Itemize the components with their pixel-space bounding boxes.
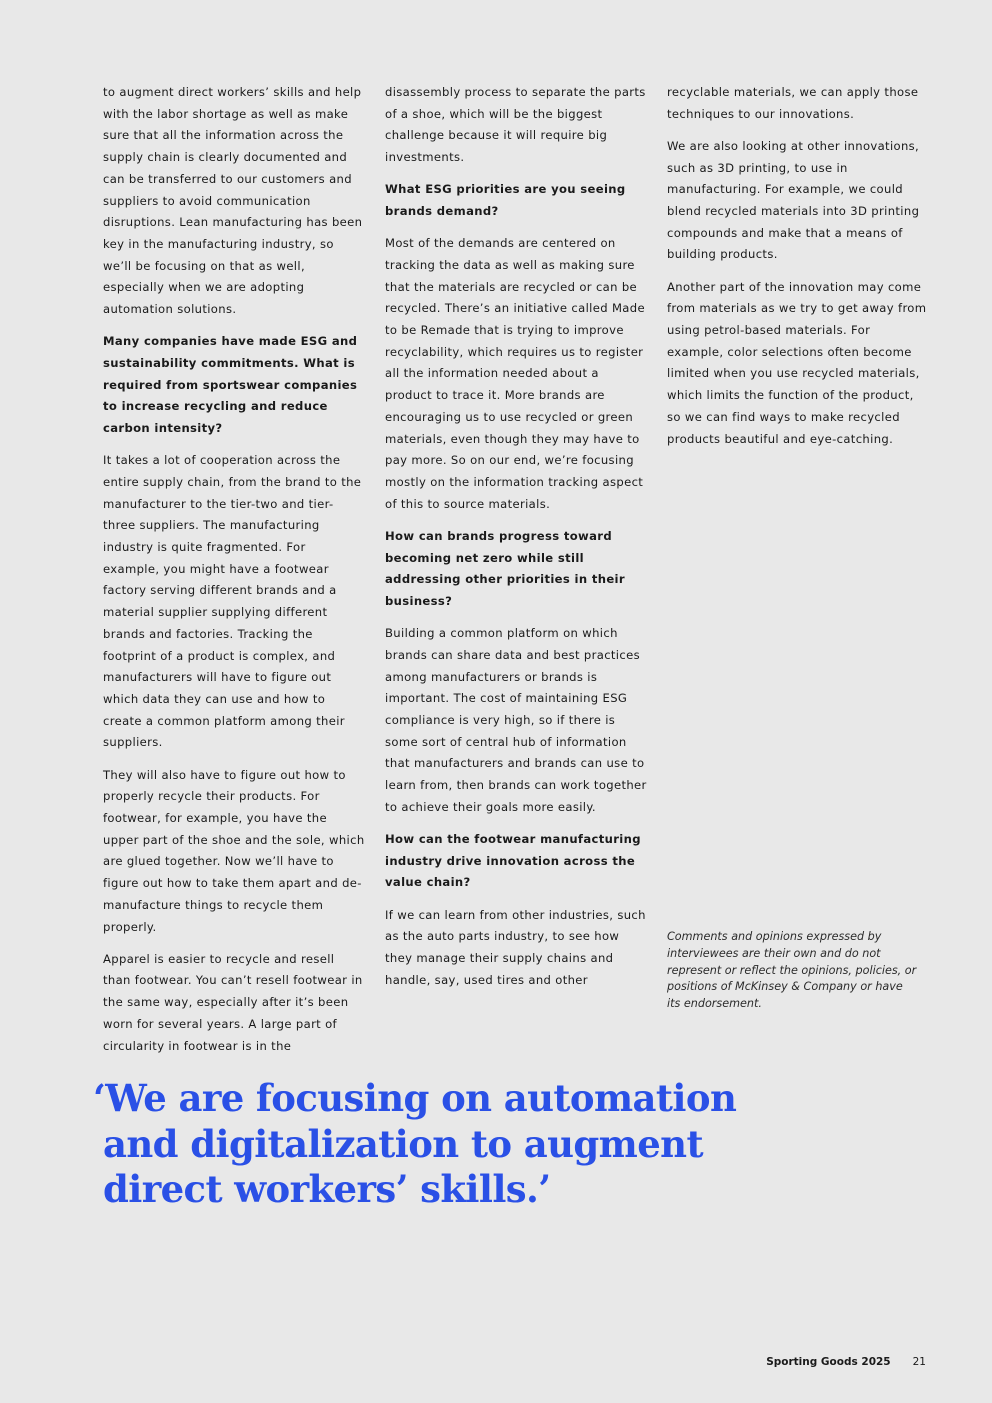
- article-column-2: [385, 82, 647, 1002]
- body-paragraph: We are also looking at other innovations, such as 3D printing, to use in manufacturing. For example, we could blend recycled materials into 3D printing compounds and make that a means of building products.: [667, 138, 920, 262]
- body-paragraph: It takes a lot of cooperation across the entire supply chain, from the brand to the manufacturer to the tier-two and tier-three suppliers. The manufacturing industry is quite fragmented. For example, you might have a footwear factory serving different brands and a material supplier supplying different brands and factories. Tracking the footprint of a product is complex, and manufacturers will have to figure out which data they can use and how to create a common platform among their suppliers.: [103, 453, 362, 750]
- page-footer: [766, 1355, 926, 1369]
- body-paragraph: to augment direct workers’ skills and help with the labor shortage as well as make sure that all the information across the supply chain is clearly documented and can be transferred to our customers and suppliers to avoid communication disruptions. Lean manufacturing has been key in the manufacturing industry, so we’ll be focusing on that as well, especially when we are adopting automation solutions.: [103, 85, 363, 317]
- interview-question: Many companies have made ESG and sustainability commitments. What is required from sportswear companies to increase recycling and reduce carbon intensity?: [103, 334, 358, 436]
- page-number: 21: [912, 1356, 926, 1368]
- body-paragraph: Apparel is easier to recycle and resell than footwear. You can’t resell footwear in the same way, especially after it’s been worn for several years. A large part of circularity in footwear is in the: [103, 951, 363, 1053]
- body-paragraph: recyclable materials, we can apply those techniques to our innovations.: [667, 85, 919, 121]
- body-paragraph: disassembly process to separate the parts of a shoe, which will be the biggest challenge because it will require big investments.: [385, 85, 646, 165]
- publication-title: Sporting Goods 2025: [766, 1356, 891, 1368]
- article-column-3: [667, 82, 929, 461]
- pull-quote: [93, 1076, 737, 1213]
- interview-question: How can brands progress toward becoming net zero while still addressing other priorities in their business?: [385, 528, 625, 608]
- interview-disclaimer: Comments and opinions expressed by interviewees are their own and do not represent or reflect the opinions, policies, or positions of McKinsey & Company or have its endorsement.: [667, 930, 917, 1011]
- body-paragraph: They will also have to figure out how to properly recycle their products. For footwear, for example, you have the upper part of the shoe and the sole, which are glued together. Now we’ll have to figure out how to take them apart and de-manufacture things to recycle them properly.: [103, 767, 365, 934]
- interview-question: What ESG priorities are you seeing brands demand?: [385, 182, 626, 219]
- body-paragraph: Most of the demands are centered on tracking the data as well as making sure that the materials are recycled or can be recycled. There’s an initiative called Made to be Remade that is trying to improve recyclability, which requires us to register all the information needed about a product to trace it. More brands are encouraging us to use recycled or green materials, even though they may have to pay more. So on our end, we’re focusing mostly on the information tracking aspect of this to source materials.: [385, 236, 645, 511]
- body-paragraph: Another part of the innovation may come from materials as we try to get away from using petrol-based materials. For example, color selections often become limited when you use recycled materials, which limits the function of the product, so we can find ways to make recycled products beautiful and eye-catching.: [667, 279, 927, 446]
- pull-quote-line: and digitalization to augment: [103, 1121, 703, 1166]
- pull-quote-line: ‘We are focusing on automation: [93, 1076, 737, 1120]
- body-paragraph: Building a common platform on which brands can share data and best practices among manufacturers or brands is important. The cost of maintaining ESG compliance is very high, so if there is some sort of central hub of information that manufacturers and brands can use to learn from, then brands can work together to achieve their goals more easily.: [385, 626, 647, 814]
- article-column-1: [103, 82, 365, 1068]
- body-paragraph: If we can learn from other industries, such as the auto parts industry, to see how they manage their supply chains and handle, say, used tires and other: [385, 907, 646, 987]
- pull-quote-line: direct workers’ skills.’: [103, 1167, 551, 1211]
- interview-question: How can the footwear manufacturing industry drive innovation across the value chain?: [385, 832, 641, 890]
